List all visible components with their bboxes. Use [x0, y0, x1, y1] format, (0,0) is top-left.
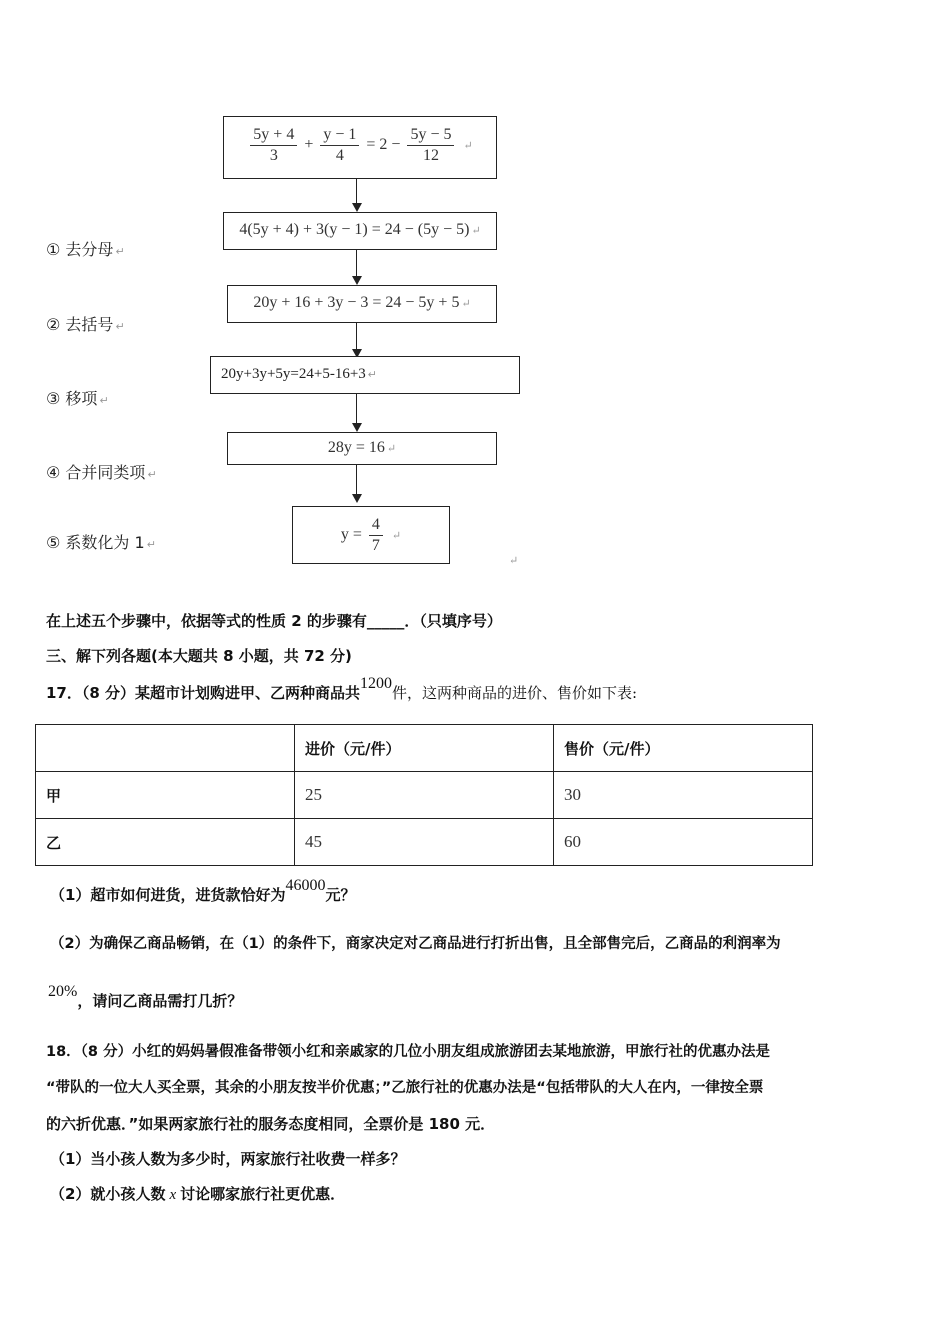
return-mark-icon: ↵: [391, 530, 402, 543]
variable-x: x: [169, 1187, 177, 1203]
question-17-intro: 17．（8 分）某超市计划购进甲、乙两种商品共1200件，这两种商品的进价、售价如下表:: [46, 675, 638, 702]
equation-box-step4: [227, 432, 497, 465]
table-cell: 60: [554, 819, 813, 866]
table-header-cell: [36, 725, 295, 772]
return-mark-icon: ↵: [367, 369, 378, 381]
question-18-line-2: “带队的一位大人买全票，其余的小朋友按半价优惠；”乙旅行社的优惠办法是“包括带队的大人在内，一律按全票: [46, 1080, 764, 1096]
step-label-5: ⑤ 系数化为 1 ↵: [46, 533, 156, 552]
return-mark-icon: ↵: [146, 538, 156, 551]
table-row: [36, 772, 813, 819]
amount-value: 46000: [285, 877, 326, 894]
step1-equation: 4(5y + 4) + 3(y − 1) = 24 − (5y − 5): [239, 221, 470, 238]
table-cell: 乙: [36, 819, 295, 866]
return-mark-icon: ↵: [115, 245, 125, 258]
fraction-2: $\frac{y - 1}{4}$: [320, 125, 359, 166]
question-18-part-1: （1）当小孩人数为多少时，两家旅行社收费一样多？: [50, 1150, 406, 1168]
step-label-2: ② 去括号 ↵: [46, 315, 125, 334]
question-18-part-2: （2）就小孩人数 x 讨论哪家旅行社更优惠．: [50, 1185, 346, 1203]
quantity-value: 1200: [360, 675, 393, 692]
section-3-title: 三、解下列各题(本大题共 8 小题，共 72 分): [46, 647, 352, 665]
question-17-part-2-line-1: （2）为确保乙商品畅销，在（1）的条件下，商家决定对乙商品进行打折出售，且全部售完后，乙商品的利润率为: [50, 936, 781, 952]
return-mark-icon: ↵: [471, 225, 481, 237]
price-table: [35, 724, 813, 866]
step3-equation: 20y+3y+5y=24+5-16+3: [221, 366, 366, 382]
return-mark-icon: ↵: [509, 554, 519, 567]
step5-equation: y = $\frac{4}{7}$ ↵: [340, 516, 402, 554]
step-label-1: ① 去分母 ↵: [46, 240, 125, 259]
step-label-3: ③ 移项 ↵: [46, 389, 109, 408]
table-cell: 30: [554, 772, 813, 819]
table-cell: 甲: [36, 772, 295, 819]
return-mark-icon: ↵: [99, 394, 109, 407]
return-mark-icon: ↵: [115, 320, 125, 333]
question-18-line-1: 18．（8 分）小红的妈妈暑假准备带领小红和亲戚家的几位小朋友组成旅游团去某地旅游，甲旅行社的优惠办法是: [46, 1044, 771, 1060]
return-mark-icon: ↵: [386, 443, 397, 455]
equation-box-step1: [223, 212, 497, 250]
question-16-prompt: 在上述五个步骤中，依据等式的性质 2 的步骤有_____．（只填序号）: [46, 612, 502, 630]
question-17-part-2-line-2: 20%，请问乙商品需打几折？: [48, 983, 243, 1010]
table-header-cell: 进价（元/件）: [295, 725, 554, 772]
arrow-2: [356, 249, 357, 277]
original-equation: $\frac{5y + 4}{3}$ + $\frac{y - 1}{4}$ = 2 − $\frac{5y - 5}{12}$ ↵: [224, 125, 496, 166]
equation-box-step5: [292, 506, 450, 564]
table-row: [36, 819, 813, 866]
arrow-3: [356, 322, 357, 350]
return-mark-icon: ↵: [461, 298, 471, 310]
table-cell: 45: [295, 819, 554, 866]
equation-box-step2: [227, 285, 497, 323]
return-mark-icon: ↵: [147, 468, 157, 481]
step2-equation: 20y + 16 + 3y − 3 = 24 − 5y + 5: [253, 294, 460, 311]
fraction-3: $\frac{5y - 5}{12}$: [407, 125, 454, 166]
table-header-row: [36, 725, 813, 772]
table-cell: 25: [295, 772, 554, 819]
table-header-cell: 售价（元/件）: [554, 725, 813, 772]
arrow-head-1-icon: [352, 203, 362, 212]
fraction-4-7: $\frac{4}{7}$: [369, 515, 383, 556]
return-mark-icon: ↵: [463, 140, 473, 153]
arrow-head-4-icon: [352, 423, 362, 432]
equation-box-original: [223, 116, 497, 179]
arrow-head-2-icon: [352, 276, 362, 285]
fraction-1: $\frac{5y + 4}{3}$: [250, 125, 297, 166]
arrow-4: [356, 393, 357, 424]
question-18-line-3: 的六折优惠．”如果两家旅行社的服务态度相同，全票价是 180 元．: [46, 1115, 496, 1133]
question-17-part-1: （1）超市如何进货，进货款恰好为46000元？: [50, 877, 356, 904]
profit-rate-value: 20%: [48, 983, 78, 1000]
step4-equation: 28y = 16: [327, 439, 385, 456]
equation-box-step3: [210, 356, 520, 394]
arrow-head-5-icon: [352, 494, 362, 503]
arrow-1: [356, 178, 357, 204]
arrow-5: [356, 464, 357, 495]
step-label-4: ④ 合并同类项 ↵: [46, 463, 157, 482]
